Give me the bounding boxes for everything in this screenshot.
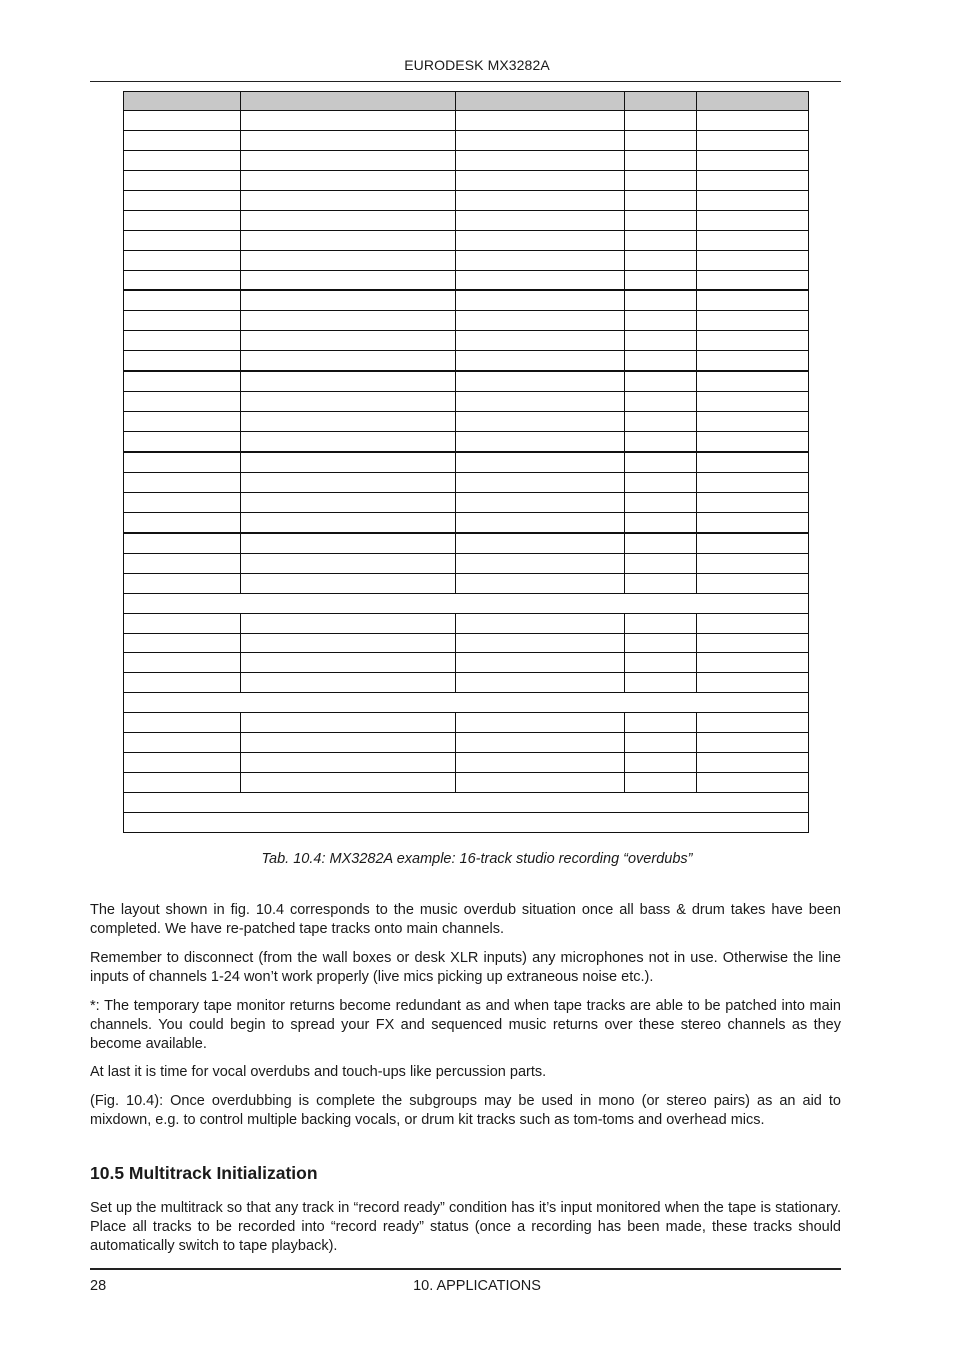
table-cell: [697, 573, 809, 593]
table-cell: [241, 653, 456, 673]
table-cell: [241, 130, 456, 150]
table-cell: [697, 250, 809, 270]
table-cell: [625, 290, 697, 310]
table-cell: [241, 392, 456, 412]
table-cell: [241, 331, 456, 351]
table-cell: [697, 351, 809, 371]
table-cell: [456, 412, 625, 432]
table-cell: [625, 512, 697, 532]
table-cell: [124, 713, 241, 733]
table-cell: [456, 311, 625, 331]
table-cell: [625, 673, 697, 693]
table-row: [124, 190, 809, 210]
table-cell: [625, 492, 697, 512]
table-cell: [697, 170, 809, 190]
table-cell: [241, 633, 456, 653]
table-cell: [697, 512, 809, 532]
table-cell: [697, 533, 809, 553]
table-cell: [625, 773, 697, 793]
table-row: [124, 331, 809, 351]
table-cell: [124, 432, 241, 452]
table-cell: [124, 673, 241, 693]
table-cell: [241, 412, 456, 432]
table-row: [124, 773, 809, 793]
table-cell: [241, 351, 456, 371]
overdub-patch-table: [123, 91, 809, 833]
table-cell: [625, 553, 697, 573]
table-cell: [124, 573, 241, 593]
table-cell: [697, 633, 809, 653]
section-heading: 10.5 Multitrack Initialization: [90, 1163, 318, 1183]
table-cell: [456, 392, 625, 412]
table-row: [124, 472, 809, 492]
table-cell: [456, 452, 625, 472]
table-cell: [124, 331, 241, 351]
table-row: [124, 693, 809, 713]
table-cell: [241, 673, 456, 693]
table-cell: [625, 753, 697, 773]
table-cell: [456, 633, 625, 653]
table-cell: [697, 270, 809, 290]
table-cell: [625, 210, 697, 230]
table-cell: [124, 311, 241, 331]
table-cell: [124, 593, 809, 613]
table-body: [124, 111, 809, 833]
table-cell: [697, 753, 809, 773]
table-cell: [124, 210, 241, 230]
table-cell: [241, 290, 456, 310]
table-cell: [241, 713, 456, 733]
table-cell: [697, 452, 809, 472]
table-cell: [625, 533, 697, 553]
table-cell: [241, 512, 456, 532]
table-cell: [697, 111, 809, 131]
table-cell: [456, 270, 625, 290]
table-row: [124, 753, 809, 773]
table-header-cell: [124, 92, 241, 111]
table-cell: [625, 472, 697, 492]
table-cell: [456, 351, 625, 371]
table-cell: [456, 512, 625, 532]
table-cell: [697, 210, 809, 230]
table-cell: [456, 130, 625, 150]
table-cell: [625, 311, 697, 331]
table-cell: [241, 432, 456, 452]
table-cell: [697, 773, 809, 793]
table-row: [124, 270, 809, 290]
table-cell: [124, 392, 241, 412]
table-cell: [456, 653, 625, 673]
table-row: [124, 392, 809, 412]
table-cell: [456, 753, 625, 773]
table-cell: [625, 111, 697, 131]
table-cell: [456, 553, 625, 573]
table-cell: [124, 270, 241, 290]
table-cell: [697, 190, 809, 210]
table-cell: [124, 351, 241, 371]
table-cell: [456, 673, 625, 693]
table-cell: [456, 432, 625, 452]
table-cell: [625, 230, 697, 250]
table-cell: [697, 733, 809, 753]
table-cell: [124, 130, 241, 150]
table-cell: [241, 533, 456, 553]
table-cell: [456, 210, 625, 230]
table-row: [124, 613, 809, 633]
table-row: [124, 593, 809, 613]
table-cell: [124, 512, 241, 532]
table-cell: [625, 250, 697, 270]
table-cell: [124, 230, 241, 250]
table-cell: [625, 130, 697, 150]
table-cell: [697, 472, 809, 492]
table-cell: [124, 793, 809, 813]
table-cell: [124, 290, 241, 310]
table-cell: [625, 190, 697, 210]
table-row: [124, 210, 809, 230]
table-cell: [697, 412, 809, 432]
table-cell: [124, 452, 241, 472]
table-cell: [124, 371, 241, 391]
table-cell: [456, 290, 625, 310]
table-cell: [697, 673, 809, 693]
table-cell: [625, 331, 697, 351]
table-row: [124, 733, 809, 753]
header-rule: [90, 81, 841, 82]
table-cell: [697, 392, 809, 412]
table-cell: [124, 150, 241, 170]
table-cell: [241, 210, 456, 230]
table-cell: [241, 190, 456, 210]
table-cell: [456, 170, 625, 190]
table-header-cell: [697, 92, 809, 111]
table-cell: [124, 653, 241, 673]
table-row: [124, 111, 809, 131]
body-paragraph: (Fig. 10.4): Once overdubbing is complete the subgroups may be used in mono (or stereo pairs) as an aid to mixdown, e.g. to control multiple backing vocals, or drum kit tracks such as tom-toms and overhead mics.: [90, 1093, 841, 1128]
table-cell: [625, 733, 697, 753]
table-cell: [456, 733, 625, 753]
section-paragraph: Set up the multitrack so that any track in “record ready” condition has it’s input monitored when the tape is stationary. Place all tracks to be recorded into “record ready” status (once a recording has been made, these tracks should automatically switch to tape playback).: [90, 1200, 841, 1254]
body-paragraph: *: The temporary tape monitor returns become redundant as and when tape tracks are able to be patched into main channels. You could begin to spread your FX and sequenced music returns over these stereo channels as they become available.: [90, 998, 841, 1052]
table-cell: [241, 452, 456, 472]
table-cell: [456, 250, 625, 270]
table-cell: [124, 190, 241, 210]
table-cell: [241, 170, 456, 190]
table-header-row: [124, 92, 809, 111]
table-cell: [697, 553, 809, 573]
table-cell: [456, 190, 625, 210]
table-cell: [124, 492, 241, 512]
table-cell: [697, 653, 809, 673]
table-row: [124, 371, 809, 391]
table-cell: [241, 270, 456, 290]
table-cell: [697, 230, 809, 250]
table-row: [124, 452, 809, 472]
table-cell: [124, 553, 241, 573]
table-cell: [241, 111, 456, 131]
table-cell: [241, 613, 456, 633]
table-cell: [625, 653, 697, 673]
table-row: [124, 512, 809, 532]
table-cell: [124, 693, 809, 713]
table-cell: [625, 633, 697, 653]
table-cell: [697, 150, 809, 170]
table-cell: [697, 311, 809, 331]
table-cell: [241, 472, 456, 492]
table-row: [124, 553, 809, 573]
table-cell: [124, 733, 241, 753]
table-cell: [124, 633, 241, 653]
table-row: [124, 412, 809, 432]
table-cell: [697, 613, 809, 633]
table-cell: [625, 270, 697, 290]
table-cell: [241, 753, 456, 773]
body-paragraph: Remember to disconnect (from the wall boxes or desk XLR inputs) any microphones not in use. Otherwise the line inputs of channels 1-24 won’t work properly (live mics picking up extraneous noise etc.).: [90, 950, 841, 985]
table-cell: [697, 331, 809, 351]
table-cell: [697, 713, 809, 733]
table-row: [124, 633, 809, 653]
table-cell: [625, 371, 697, 391]
table-cell: [625, 452, 697, 472]
table-row: [124, 432, 809, 452]
table-cell: [124, 472, 241, 492]
table-row: [124, 311, 809, 331]
table-cell: [124, 170, 241, 190]
table-cell: [697, 290, 809, 310]
table-row: [124, 573, 809, 593]
table-row: [124, 492, 809, 512]
table-row: [124, 533, 809, 553]
table-row: [124, 250, 809, 270]
table-cell: [241, 553, 456, 573]
table-row: [124, 230, 809, 250]
table-cell: [625, 392, 697, 412]
table-cell: [625, 613, 697, 633]
table-cell: [697, 492, 809, 512]
table-cell: [124, 412, 241, 432]
table-cell: [456, 773, 625, 793]
body-paragraph: The layout shown in fig. 10.4 corresponds to the music overdub situation once all bass & drum takes have been completed. We have re-patched tape tracks onto main channels.: [90, 902, 841, 937]
table-row: [124, 713, 809, 733]
table-cell: [241, 230, 456, 250]
table-cell: [625, 170, 697, 190]
table-cell: [697, 130, 809, 150]
footer-chapter-title: 10. APPLICATIONS: [413, 1278, 541, 1294]
table-header-cell: [625, 92, 697, 111]
table-cell: [456, 472, 625, 492]
table-cell: [124, 250, 241, 270]
table-cell: [241, 311, 456, 331]
table-cell: [456, 492, 625, 512]
footer-rule: [90, 1268, 841, 1270]
table-header-cell: [241, 92, 456, 111]
table-cell: [456, 111, 625, 131]
page-header-title: EURODESK MX3282A: [404, 57, 550, 73]
table-cell: [625, 432, 697, 452]
table-cell: [241, 150, 456, 170]
table-cell: [456, 533, 625, 553]
table-cell: [124, 613, 241, 633]
table-cell: [241, 733, 456, 753]
table-cell: [456, 713, 625, 733]
table-cell: [241, 371, 456, 391]
table-cell: [456, 371, 625, 391]
table-row: [124, 653, 809, 673]
table-cell: [241, 250, 456, 270]
table-row: [124, 351, 809, 371]
table-cell: [241, 492, 456, 512]
table-row: [124, 812, 809, 832]
body-paragraph: At last it is time for vocal overdubs and touch-ups like percussion parts.: [90, 1064, 547, 1080]
table-row: [124, 673, 809, 693]
table-cell: [456, 613, 625, 633]
table-row: [124, 290, 809, 310]
table-cell: [124, 533, 241, 553]
table-cell: [241, 573, 456, 593]
table-cell: [625, 351, 697, 371]
table-cell: [625, 713, 697, 733]
table-cell: [124, 753, 241, 773]
table-cell: [456, 573, 625, 593]
table-cell: [456, 230, 625, 250]
table-cell: [124, 111, 241, 131]
table-row: [124, 130, 809, 150]
table-cell: [456, 331, 625, 351]
table-cell: [124, 812, 809, 832]
table-cell: [241, 773, 456, 793]
table-cell: [456, 150, 625, 170]
table-cell: [697, 371, 809, 391]
table-cell: [625, 412, 697, 432]
table-row: [124, 150, 809, 170]
table-row: [124, 170, 809, 190]
table-cell: [625, 150, 697, 170]
table-cell: [625, 573, 697, 593]
page-number: 28: [90, 1278, 107, 1294]
table-cell: [124, 773, 241, 793]
table-caption: Tab. 10.4: MX3282A example: 16-track studio recording “overdubs”: [261, 851, 693, 867]
table-header-cell: [456, 92, 625, 111]
table-row: [124, 793, 809, 813]
table-cell: [697, 432, 809, 452]
